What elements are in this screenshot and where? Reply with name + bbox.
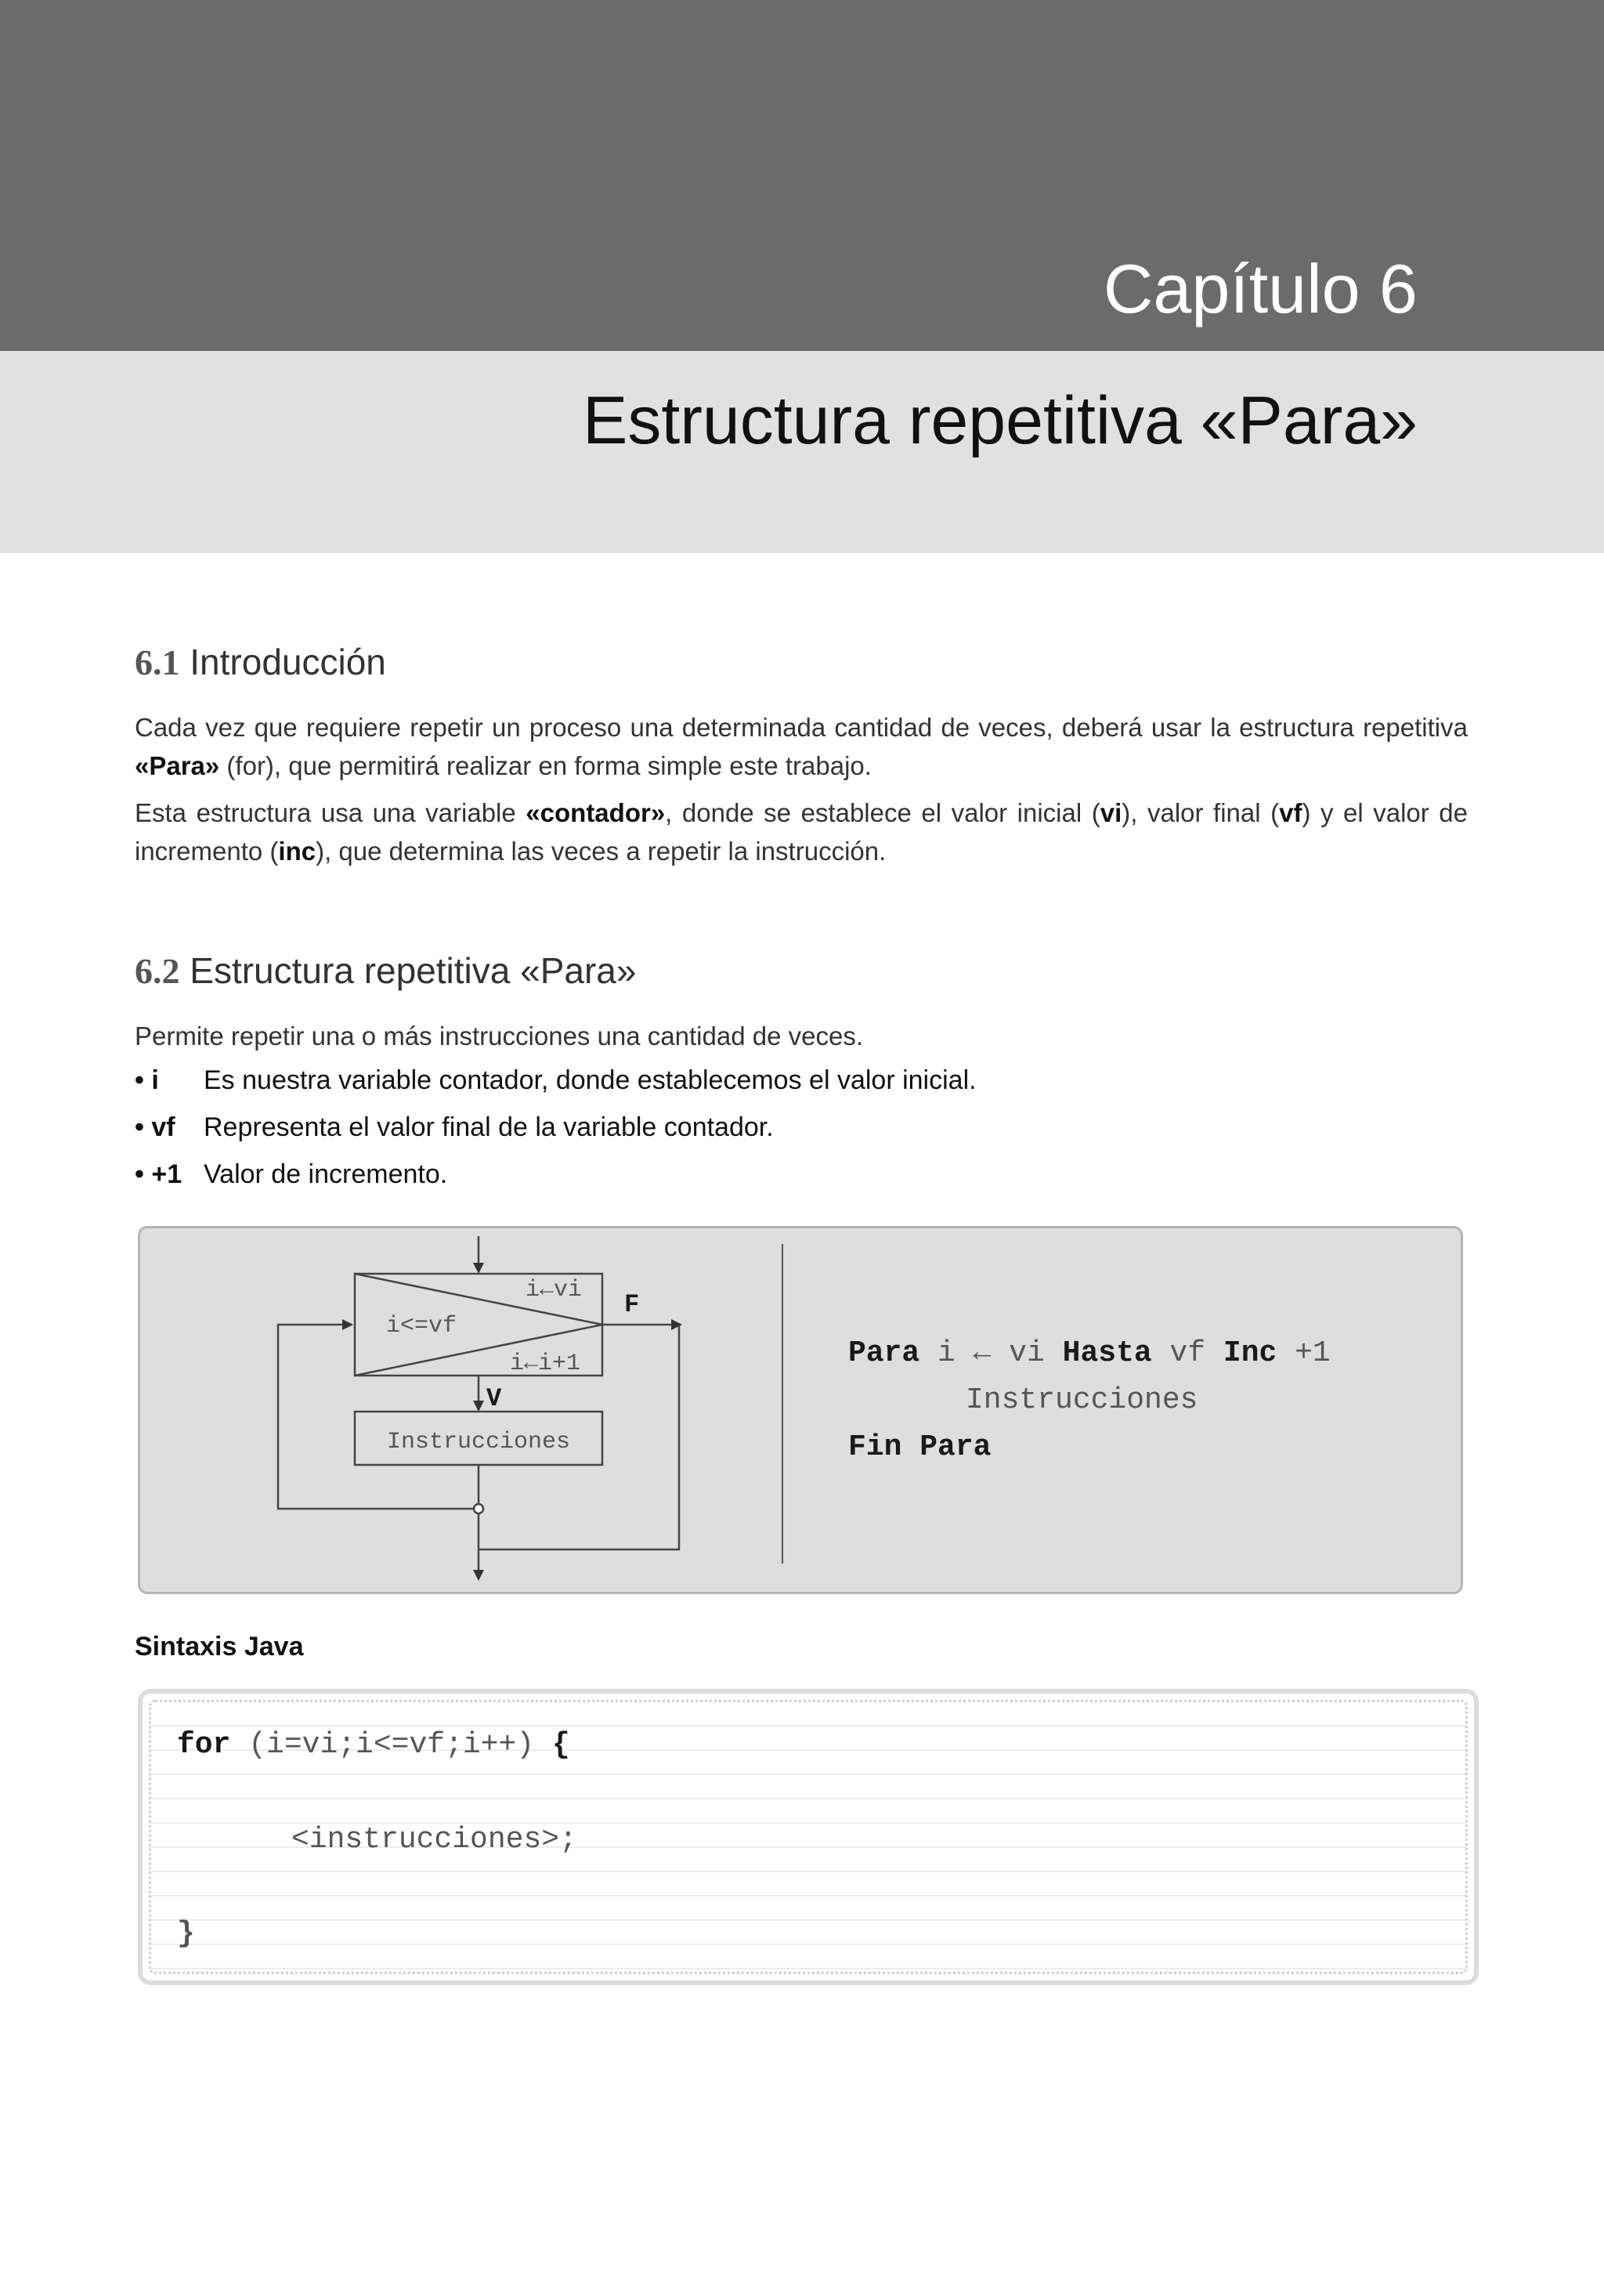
init-label: i←vi [526, 1277, 583, 1303]
bullet-item-vf [135, 1112, 774, 1143]
increment-label: i←i+1 [510, 1350, 581, 1377]
text-run: ) y el valor de incremento ( [135, 798, 1468, 866]
pseudo-text: +1 [1277, 1336, 1331, 1370]
bullet-mark: • i [135, 1065, 159, 1095]
code-line-3: } [177, 1917, 195, 1951]
intro-paragraph-2 [135, 794, 1468, 870]
code-text: (i=vi;i<=vf;i++) [230, 1728, 552, 1762]
pseudo-keyword: Inc [1223, 1336, 1277, 1370]
keyword-contador: «contador» [526, 798, 666, 827]
keyword-vi: vi [1100, 798, 1122, 827]
code-line-1 [177, 1728, 570, 1762]
pseudo-text: i ← vi [919, 1336, 1063, 1370]
text-run: Esta estructura usa una variable [135, 798, 526, 827]
connector-node [474, 1504, 483, 1513]
text-run: Cada vez que requiere repetir un proceso una determinada cantidad de veces, deberá usar la estructura repetitiva [135, 713, 1468, 742]
section-heading-intro [135, 641, 386, 683]
code-line-2: <instrucciones>; [291, 1823, 577, 1857]
pseudo-keyword: Hasta [1062, 1336, 1152, 1370]
bullet-item-i [135, 1065, 977, 1096]
section-heading-para [135, 949, 636, 992]
pseudo-text: vf [1151, 1336, 1223, 1370]
chapter-label: Capítulo 6 [1103, 250, 1418, 327]
pseudocode-line-1 [848, 1336, 1331, 1370]
false-label: F [624, 1290, 640, 1319]
code-keyword: for [177, 1728, 231, 1762]
java-syntax-heading: Sintaxis Java [135, 1632, 304, 1661]
text-run: , donde se establece el valor inicial ( [665, 798, 1100, 827]
bullet-item-inc [135, 1159, 447, 1190]
text-run: ), que determina las veces a repetir la instrucción. [316, 837, 887, 866]
intro-paragraph-1 [135, 708, 1468, 785]
java-code-block [138, 1689, 1479, 1985]
bullet-text: Es nuestra variable contador, donde establecemos el valor inicial. [204, 1065, 977, 1095]
pseudo-keyword: Para [848, 1336, 920, 1370]
text-run: (for), que permitirá realizar en forma simple este trabajo. [219, 751, 872, 780]
chapter-title: Estructura repetitiva «Para» [583, 383, 1418, 458]
keyword-para: «Para» [135, 751, 220, 780]
keyword-inc: inc [278, 837, 316, 866]
section-title: Introducción [190, 642, 386, 682]
section-number: 6.1 [135, 642, 180, 682]
for-structure-diagram [138, 1226, 1463, 1594]
pseudocode-line-2: Instrucciones [966, 1383, 1198, 1417]
section-number: 6.2 [135, 951, 180, 991]
keyword-vf: vf [1279, 798, 1302, 827]
bullet-text: Representa el valor final de la variable contador. [204, 1112, 774, 1142]
section2-intro: Permite repetir una o más instrucciones una cantidad de veces. [135, 1021, 863, 1050]
instructions-label: Instrucciones [386, 1429, 571, 1455]
bullet-mark: • +1 [135, 1159, 182, 1189]
section-title: Estructura repetitiva «Para» [190, 950, 637, 991]
code-brace: { [551, 1728, 570, 1762]
bullet-text: Valor de incremento. [204, 1159, 448, 1189]
text-run: ), valor final ( [1122, 798, 1280, 827]
true-label: V [486, 1384, 502, 1413]
flowchart [140, 1228, 1465, 1596]
condition-label: i<=vf [386, 1313, 457, 1340]
loop-back-arrow [278, 1325, 474, 1509]
bullet-mark: • vf [135, 1112, 175, 1142]
pseudocode-line-3: Fin Para [848, 1430, 992, 1464]
